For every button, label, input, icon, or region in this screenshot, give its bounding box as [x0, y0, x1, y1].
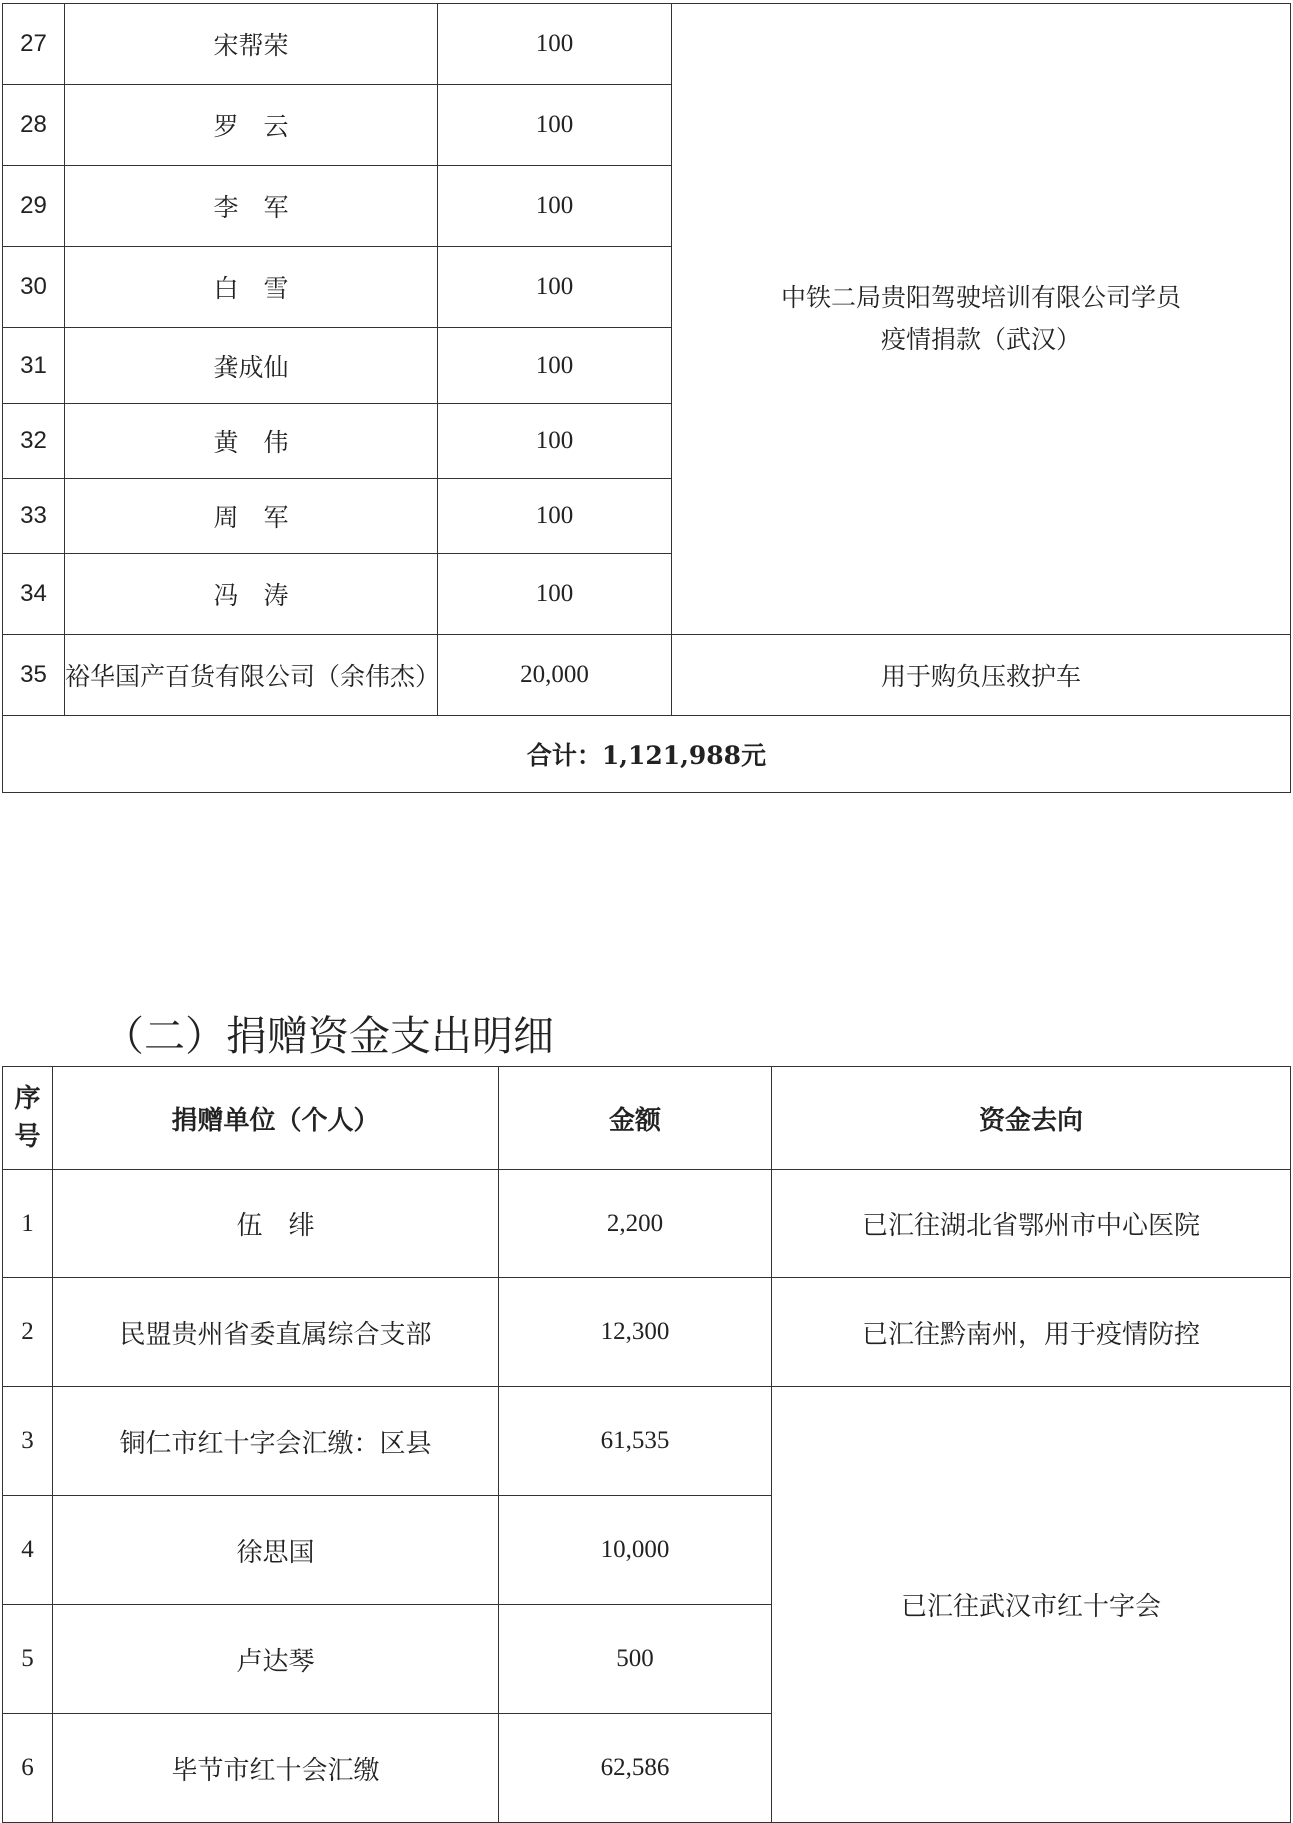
column-header-amount: 金额 — [499, 1067, 772, 1170]
donor-name: 白 雪 — [65, 247, 438, 328]
donation-purpose-line: 中铁二局贵阳驾驶培训有限公司学员 — [780, 283, 1181, 312]
row-number: 30 — [3, 247, 65, 328]
donation-amount: 100 — [438, 328, 672, 404]
donation-amount: 100 — [438, 554, 672, 635]
row-number: 1 — [3, 1170, 53, 1278]
column-header-seq — [3, 1067, 53, 1170]
row-number: 31 — [3, 328, 65, 404]
donor-name: 铜仁市红十字会汇缴：区县 — [53, 1387, 499, 1496]
total-amount: 合计：1,121,988元 — [3, 716, 1291, 793]
row-number: 2 — [3, 1278, 53, 1387]
expenditure-amount: 10,000 — [499, 1496, 772, 1605]
donor-name: 卢达琴 — [53, 1605, 499, 1714]
row-number: 4 — [3, 1496, 53, 1605]
donation-table — [2, 3, 1291, 793]
row-number: 5 — [3, 1605, 53, 1714]
expenditure-amount: 2,200 — [499, 1170, 772, 1278]
fund-destination: 已汇往武汉市红十字会 — [772, 1387, 1291, 1823]
donor-name: 徐思国 — [53, 1496, 499, 1605]
row-number: 34 — [3, 554, 65, 635]
expenditure-amount: 500 — [499, 1605, 772, 1714]
donation-purpose — [672, 4, 1291, 635]
row-number: 6 — [3, 1714, 53, 1823]
seq-header-line: 号 — [14, 1122, 41, 1152]
expenditure-amount: 12,300 — [499, 1278, 772, 1387]
row-number: 28 — [3, 85, 65, 166]
section-heading: （二）捐赠资金支出明细 — [103, 1012, 554, 1060]
donation-purpose-line: 疫情捐款（武汉） — [880, 325, 1081, 354]
row-number: 32 — [3, 404, 65, 479]
column-header-donor: 捐赠单位（个人） — [53, 1067, 499, 1170]
donation-amount: 100 — [438, 85, 672, 166]
table-row — [3, 1278, 1291, 1387]
donor-name: 裕华国产百货有限公司（余伟杰） — [65, 635, 438, 716]
donation-amount: 100 — [438, 479, 672, 554]
column-header-destination: 资金去向 — [772, 1067, 1291, 1170]
seq-header-line: 序 — [14, 1084, 41, 1114]
donor-name: 伍 绯 — [53, 1170, 499, 1278]
donor-name: 黄 伟 — [65, 404, 438, 479]
donor-name: 冯 涛 — [65, 554, 438, 635]
donation-amount: 100 — [438, 247, 672, 328]
fund-destination: 已汇往黔南州，用于疫情防控 — [772, 1278, 1291, 1387]
donation-purpose: 用于购负压救护车 — [672, 635, 1291, 716]
row-number: 3 — [3, 1387, 53, 1496]
donor-name: 毕节市红十会汇缴 — [53, 1714, 499, 1823]
row-number: 27 — [3, 4, 65, 85]
row-number: 35 — [3, 635, 65, 716]
donation-amount: 100 — [438, 166, 672, 247]
expenditure-amount: 62,586 — [499, 1714, 772, 1823]
fund-destination: 已汇往湖北省鄂州市中心医院 — [772, 1170, 1291, 1278]
donor-name: 罗 云 — [65, 85, 438, 166]
header-row — [3, 1067, 1291, 1170]
table-row — [3, 1170, 1291, 1278]
donor-name: 民盟贵州省委直属综合支部 — [53, 1278, 499, 1387]
donor-name: 李 军 — [65, 166, 438, 247]
donor-name: 周 军 — [65, 479, 438, 554]
expenditure-amount: 61,535 — [499, 1387, 772, 1496]
donation-amount: 100 — [438, 4, 672, 85]
donor-name: 龚成仙 — [65, 328, 438, 404]
donation-amount: 20,000 — [438, 635, 672, 716]
donor-name: 宋帮荣 — [65, 4, 438, 85]
donation-amount: 100 — [438, 404, 672, 479]
total-row — [3, 716, 1291, 793]
table-row — [3, 635, 1291, 716]
table-row — [3, 1387, 1291, 1496]
row-number: 33 — [3, 479, 65, 554]
row-number: 29 — [3, 166, 65, 247]
table-row — [3, 4, 1291, 85]
expenditure-table — [2, 1066, 1291, 1823]
